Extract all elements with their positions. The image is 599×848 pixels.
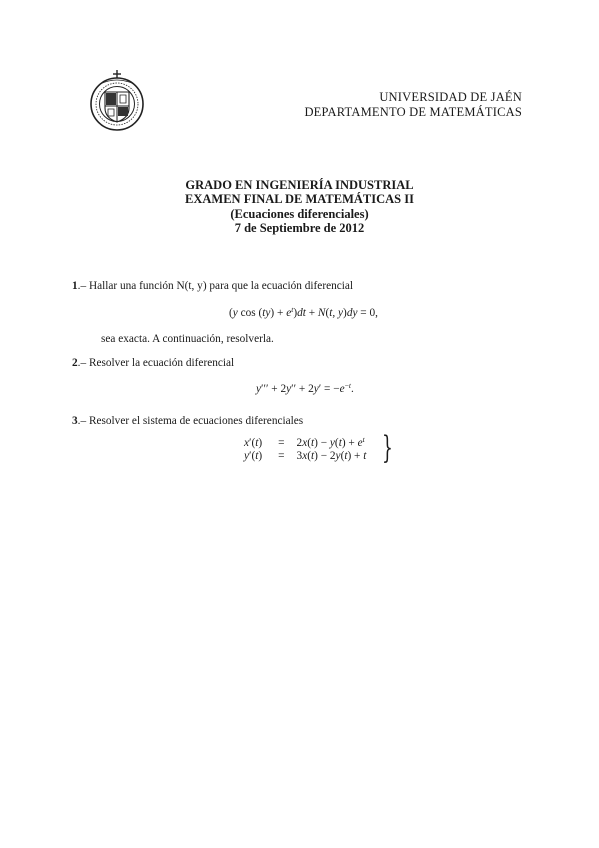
question-text: Hallar una función N(t, y) para que la ecuación diferencial [88, 280, 354, 292]
equals-sign: = [278, 450, 285, 462]
question-separator: .– [77, 357, 89, 369]
exam-subject: (Ecuaciones diferenciales) [230, 206, 369, 221]
exam-date: 7 de Septiembre de 2012 [234, 220, 365, 235]
equation-2: $y''' + 2y'' + 2y' = -e^{-t}$. [256, 381, 354, 395]
question-1 [72, 280, 353, 292]
question-number: 2 [72, 357, 78, 369]
question-1-followup: sea exacta. A continuación, resolverla. [101, 333, 274, 345]
department-name: DEPARTAMENTO DE MATEMÁTICAS [304, 105, 522, 119]
question-3 [72, 415, 303, 427]
equals-sign: = [278, 437, 285, 449]
exam-title: EXAMEN FINAL DE MATEMÁTICAS II [185, 192, 414, 207]
university-name: UNIVERSIDAD DE JAÉN [379, 90, 522, 104]
equation-1: (y $\cos (ty) + e^t)dt + N(t$, y)dy = 0, [229, 305, 378, 319]
question-number: 3 [72, 415, 78, 427]
question-number: 1 [72, 280, 78, 292]
equation-system [240, 437, 370, 463]
system-row-2: y′(t) = 3x(t) − 2y(t) + t [244, 450, 367, 462]
system-row-1: x′(t) = $2x(t) - y(t) + e^t$ [244, 435, 365, 449]
question-2 [72, 357, 234, 369]
question-text: Resolver la ecuación diferencial [88, 357, 235, 369]
question-separator: .– [77, 415, 89, 427]
university-seal-logo [88, 70, 146, 132]
exam-title-block [0, 178, 599, 235]
institution-header [304, 90, 522, 120]
question-text: Resolver el sistema de ecuaciones diferenciales [88, 415, 304, 427]
degree-title: GRADO EN INGENIERÍA INDUSTRIAL [185, 178, 414, 192]
question-separator: .– [77, 280, 89, 292]
right-brace: } [382, 430, 393, 466]
